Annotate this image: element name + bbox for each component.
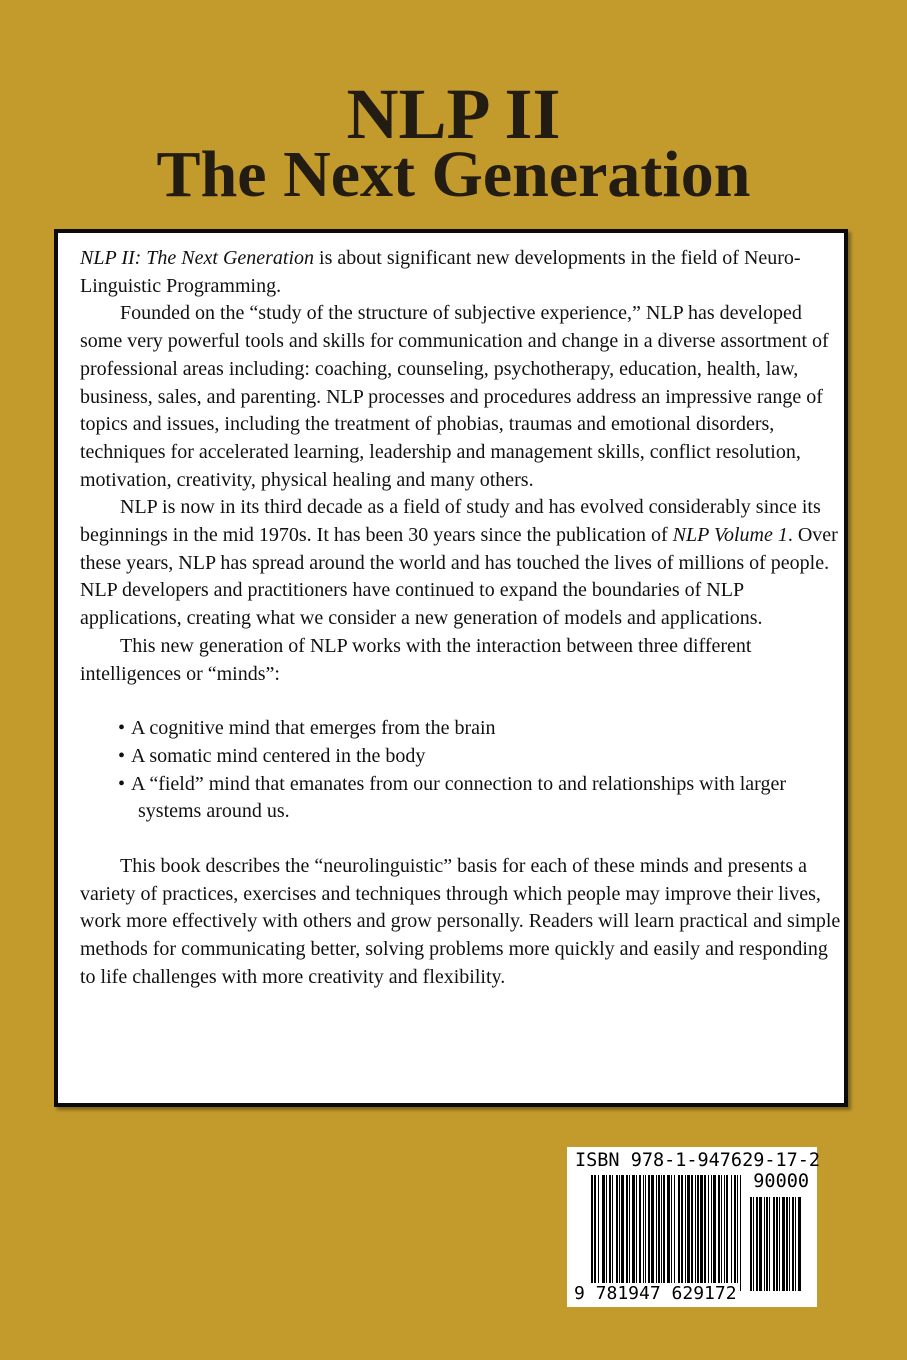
barcode-bar (602, 1175, 605, 1283)
barcode-bar (756, 1197, 758, 1291)
barcode-bar (766, 1197, 768, 1291)
barcode-bar (750, 1197, 752, 1291)
barcode-bar (759, 1197, 762, 1291)
barcode-bar (616, 1175, 618, 1283)
barcode-bar (769, 1197, 770, 1291)
title-line-1: NLP II (346, 74, 561, 154)
intro-book-title: NLP II: The Next Generation (80, 247, 315, 269)
barcode-bar (639, 1175, 641, 1283)
barcode-bar (648, 1175, 650, 1283)
barcode-bar (598, 1175, 599, 1283)
barcode-bar (704, 1175, 706, 1283)
barcode-bar (645, 1175, 646, 1283)
paragraph-3-italic: NLP Volume 1 (672, 524, 788, 547)
barcode-bar (792, 1197, 794, 1291)
barcode-bar (594, 1175, 596, 1291)
barcode-bar (661, 1175, 662, 1283)
barcode-bar (708, 1175, 709, 1283)
barcode-bar (734, 1175, 736, 1283)
paragraph-3 (80, 494, 844, 633)
barcode-bar (629, 1175, 630, 1283)
barcode-bar (591, 1175, 593, 1291)
intro-paragraph (80, 245, 844, 300)
addon-bars (750, 1197, 807, 1291)
list-item-text: A cognitive mind that emerges from the brain (131, 717, 496, 740)
bullet-icon: • (118, 772, 126, 795)
barcode-bar (609, 1175, 611, 1283)
price-code: 90000 (753, 1171, 809, 1192)
barcode-bar (656, 1175, 657, 1283)
barcode-bar (697, 1175, 699, 1283)
barcode-bar (671, 1175, 672, 1283)
barcode-bar (764, 1197, 765, 1291)
barcode-bar (643, 1175, 644, 1283)
barcode-bar (685, 1175, 686, 1283)
barcode-bar (713, 1175, 716, 1283)
bullet-icon: • (118, 744, 126, 767)
barcode-bar (779, 1197, 780, 1291)
barcode-bar (678, 1175, 680, 1283)
barcode-bar (721, 1175, 722, 1283)
barcode-bar (700, 1175, 703, 1283)
barcode-bar (753, 1197, 754, 1291)
barcode-bar (691, 1175, 693, 1283)
barcode-bar (632, 1175, 635, 1283)
barcode-bar (773, 1197, 775, 1291)
paragraph-5: This book describes the “neurolinguistic” basis for each of these minds and presents a variety of practices, exercises and techniques through which people may improve their lives, work more effectively with others and grow personally. Readers will learn practical and simple methods for communicating better, solving problems more quickly and easily and responding to life challenges with more creativity and flexibility. (80, 855, 841, 988)
barcode-bar (636, 1175, 637, 1283)
ean-bars (591, 1175, 743, 1291)
barcode-bar (626, 1175, 628, 1283)
barcode-bar (674, 1175, 675, 1283)
paragraph-4: This new generation of NLP works with the interaction between three different intelligences or “minds”: (80, 634, 752, 685)
barcode-bar (612, 1175, 613, 1283)
barcode-bar (658, 1175, 660, 1283)
barcode-bar (621, 1175, 624, 1283)
list-item (118, 743, 844, 771)
barcode-bar (786, 1197, 788, 1291)
barcode-bar (782, 1197, 785, 1291)
barcode-bar (619, 1175, 620, 1283)
paragraph-2: Founded on the “study of the structure of subjective experience,” NLP has developed some very powerful tools and skills for communication and change in a diverse assortment of professional areas including: coaching, counseling, psychotherapy, education, health, law, business, sales, and parenting. NLP processes and procedures address an impressive range of topics and issues, including the treatment of phobias, traumas and emotional disorders, techniques for accelerated learning, leadership and management skills, conflict resolution, motivation, creativity, physical healing and many others. (80, 302, 829, 491)
intro-text: is about significant new developments in the field of Neuro-Linguistic Programming. (80, 247, 801, 297)
barcode-bar (695, 1175, 696, 1283)
barcode-bar (740, 1175, 741, 1291)
list-item-text: A “field” mind that emanates from our connection to and relationships with larger systems around us. (131, 772, 786, 823)
barcode-bar (663, 1175, 665, 1291)
barcode-bar (687, 1175, 690, 1283)
barcode-bar (798, 1197, 801, 1291)
paragraph-3-end: . Over these years, NLP has spread around the world and has touched the lives of millions of people. NLP developers and practitioners have continued to expand the boundaries of NLP applications, creating what we consider a new generation of models and applications. (80, 524, 838, 630)
barcode-bar (718, 1175, 720, 1283)
barcode-bar (724, 1175, 725, 1283)
title-line-2: The Next Generation (156, 138, 751, 211)
bullet-icon: • (118, 717, 126, 740)
list-item (118, 715, 844, 743)
barcode-bar (726, 1175, 728, 1283)
paragraph-3-start: NLP is now in its third decade as a field of study and has evolved considerably since its beginnings in the mid 1970s. It has been 30 years since the publication of (80, 496, 821, 547)
isbn-barcode (567, 1147, 821, 1307)
description-box (54, 229, 848, 1107)
minds-list (80, 715, 844, 826)
barcode-bar (711, 1175, 712, 1283)
list-item (118, 771, 844, 826)
barcode-bar (681, 1175, 683, 1283)
barcode-bar (667, 1175, 670, 1291)
barcode-bar (789, 1197, 790, 1291)
barcode-bar (795, 1197, 796, 1291)
isbn-label: ISBN 978-1-947629-17-2 (575, 1150, 821, 1171)
ean-digits: 9 781947 629172 (574, 1283, 737, 1304)
barcode-bar (606, 1175, 607, 1283)
barcode-bar (731, 1175, 732, 1283)
barcode-bar (776, 1197, 778, 1291)
barcode-bar (737, 1175, 738, 1283)
list-item-text: A somatic mind centered in the body (131, 744, 426, 767)
barcode-bar (651, 1175, 654, 1283)
